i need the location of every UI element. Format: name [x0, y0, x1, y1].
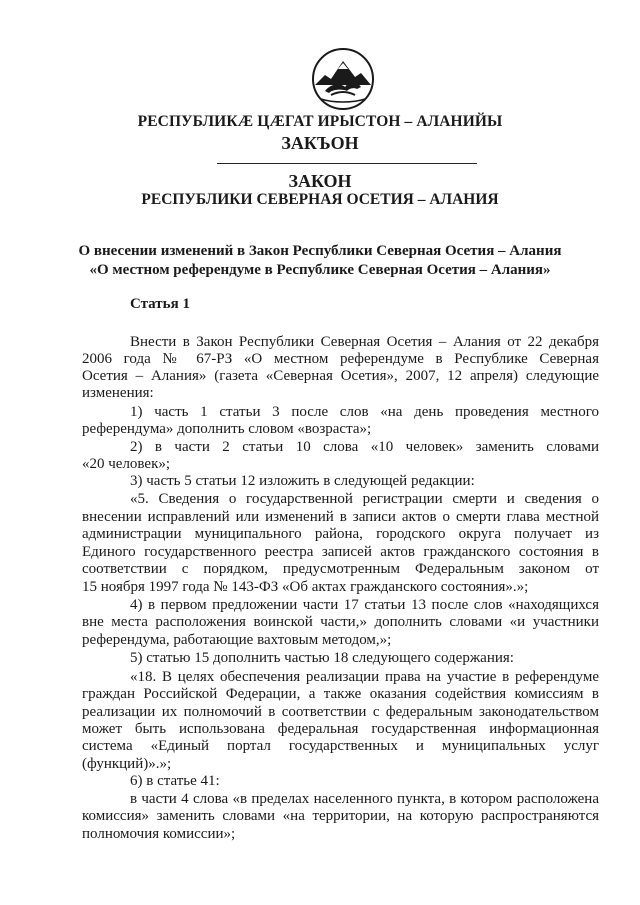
body-line: «5. Сведения о государственной регистрации смерти и сведения о: [130, 491, 599, 507]
law-title-line-2: «О местном референдуме в Республике Северная Осетия – Алания»: [89, 262, 551, 278]
body-line: Осетия – Алания» (газета «Северная Осетия», 2007, 12 апреля) следующие: [82, 368, 599, 384]
body-line: администрации муниципального района, городского округа получает из: [82, 526, 599, 542]
coat-of-arms-emblem: [311, 47, 375, 111]
header-divider: [217, 163, 477, 164]
body-line: 15 ноября 1997 года № 143-ФЗ «Об актах гражданского состояния».»;: [82, 579, 529, 595]
body-line: полномочия комиссии»;: [82, 826, 236, 842]
body-line: 4) в первом предложении части 17 статьи 13 после слов «находящихся: [130, 597, 599, 613]
body-line: соответствии с порядком, предусмотренным Федеральным законом от: [82, 561, 599, 577]
body-line: 1) часть 1 статьи 3 после слов «на день проведения местного: [130, 404, 599, 420]
body-line: 6) в статье 41:: [130, 773, 220, 789]
body-line: 2006 года № 67-РЗ «О местном референдуме в Республике Северная: [82, 351, 599, 367]
law-heading: ЗАКОН: [288, 171, 352, 191]
body-line: изменения:: [82, 385, 154, 401]
body-line: референдума, работающие вахтовым методом,»;: [82, 632, 392, 648]
body-line: 5) статью 15 дополнить частью 18 следующего содержания:: [130, 650, 514, 666]
body-line: Внести в Закон Республики Северная Осетия – Алания от 22 декабря: [130, 334, 599, 350]
body-line: внесении исправлений или изменений в записи актов о смерти глава местной: [82, 509, 599, 525]
ossetian-law-heading: ЗАКЪОН: [281, 133, 359, 153]
body-line: в части 4 слова «в пределах населенного пункта, в котором расположена: [130, 791, 599, 807]
body-line: может быть использована федеральная государственная информационная: [82, 721, 599, 737]
body-line: референдума» дополнить словом «возраста»;: [82, 421, 372, 437]
body-line: «20 человек»;: [82, 456, 171, 472]
body-line: вне места расположения воинской части,» дополнить словами «и участники: [82, 614, 599, 630]
body-line: реализации их полномочий в соответствии с федеральным законодательством: [82, 704, 599, 720]
article-heading: Статья 1: [130, 296, 190, 312]
body-line: 2) в части 2 статьи 10 слова «10 человек» заменить словами: [130, 439, 599, 455]
body-line: комиссия» заменить словами «на территории, на которую распространяются: [82, 808, 599, 824]
body-line: (функций)».»;: [82, 756, 172, 772]
body-line: 3) часть 5 статьи 12 изложить в следующей редакции:: [130, 473, 475, 489]
republic-heading: РЕСПУБЛИКИ СЕВЕРНАЯ ОСЕТИЯ – АЛАНИЯ: [141, 191, 499, 208]
ossetian-republic-heading: РЕСПУБЛИКÆ ЦÆГАТ ИРЫСТОН – АЛАНИЙЫ: [137, 113, 503, 130]
body-line: Единого государственного реестра записей актов гражданского состояния в: [82, 544, 599, 560]
body-line: система «Единый портал государственных и муниципальных услуг: [82, 738, 599, 754]
body-line: граждан Российской Федерации, а также оказания содействия комиссиям в: [82, 686, 599, 702]
body-line: «18. В целях обеспечения реализации права на участие в референдуме: [130, 669, 599, 685]
law-title-line-1: О внесении изменений в Закон Республики Северная Осетия – Алания: [78, 243, 562, 259]
